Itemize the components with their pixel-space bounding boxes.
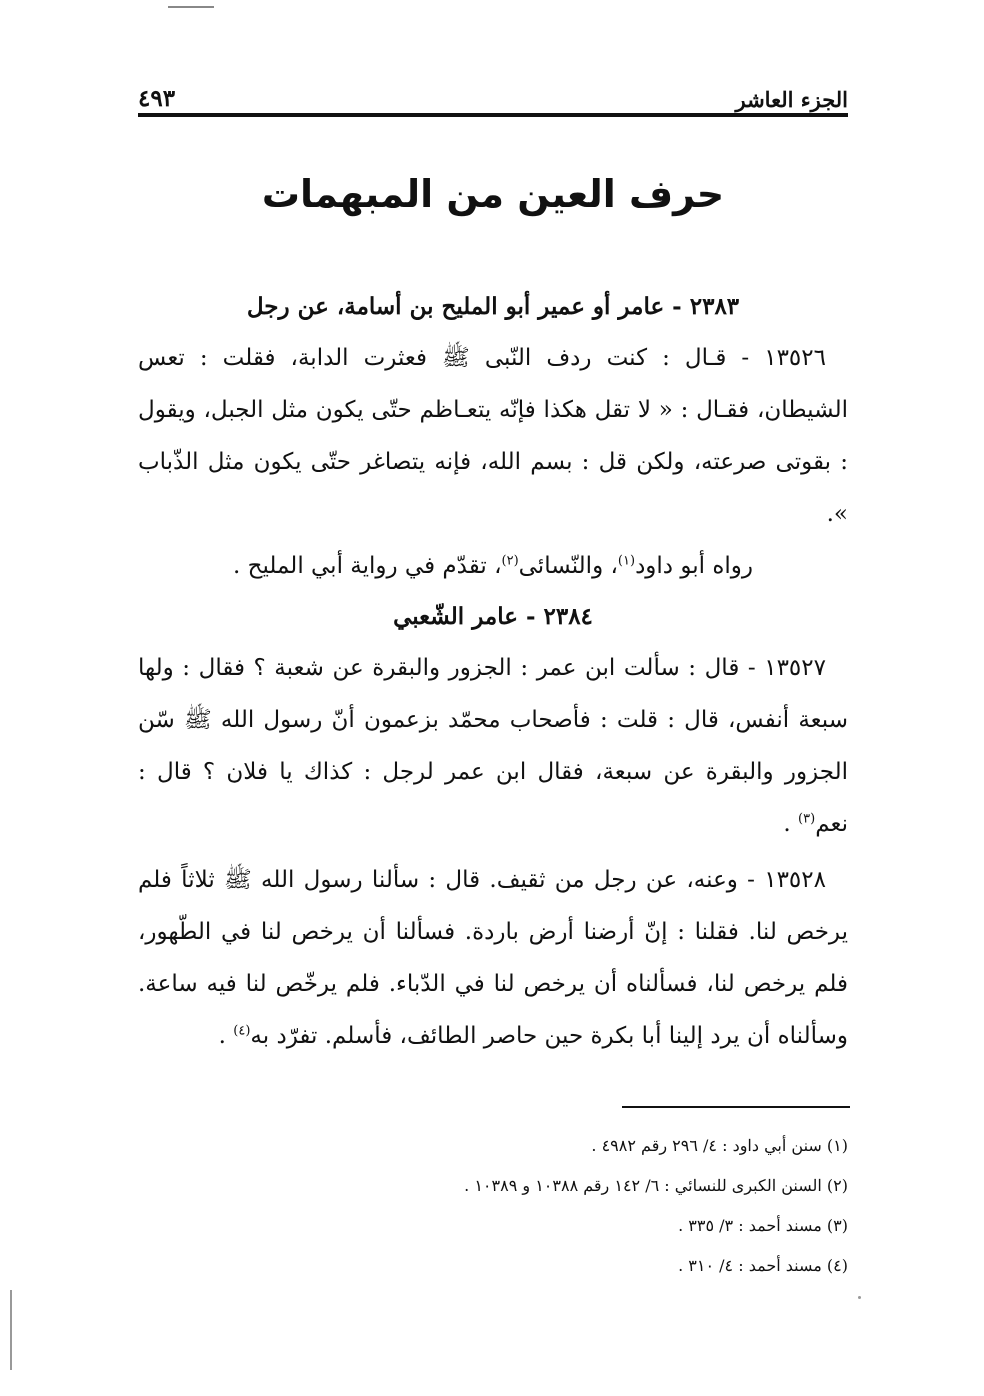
hadith-text: . (218, 1023, 226, 1049)
footnote: (٤) مسند أحمد : ٤/ ٣١٠ . (678, 1256, 848, 1275)
running-head: الجزء العاشر (735, 87, 848, 112)
footnote: (١) سنن أبي داود : ٤/ ٢٩٦ رقم ٤٩٨٢ . (591, 1136, 848, 1155)
chapter-title: حرف العين من المبهمات (261, 172, 725, 216)
page-header (138, 60, 848, 112)
hadith-paragraph (138, 332, 848, 540)
hadith-text: ١٣٥٢٦ - قـال : كنت ردف النّبى ﷺ فعثرت الدابة، فقلت : تعس الشيطان، فقـال : « لا تقل هكذا فإنّه يتعـاظم حتّى يكون مثل الجبل، ويقول : بقوتى صرعته، ولكن قل : بسم الله، فإنه يتصاغر حتّى يكون مثل الذّباب ». (138, 345, 848, 527)
source-note-text: رواه أبو داود (635, 553, 753, 579)
source-note-text: ، تقدّم في رواية أبي المليح . (232, 553, 502, 579)
footnote-ref[interactable]: (٢) (501, 553, 519, 569)
footnote-ref[interactable]: (١) (617, 553, 636, 569)
footnote: (٣) مسند أحمد : ٣/ ٣٣٥ . (678, 1216, 848, 1235)
hadith-text: . (783, 811, 791, 837)
hadith-paragraph (138, 854, 848, 1062)
entry-heading: ٢٣٨٤ - عامر الشّعبي (393, 603, 593, 630)
page-number: ٤٩٣ (138, 85, 176, 112)
page-body (138, 282, 848, 1062)
header-rule (138, 113, 848, 117)
scan-artifact (858, 1296, 861, 1299)
footnote-separator (622, 1106, 850, 1108)
footnote: (٢) السنن الكبرى للنسائي : ٦/ ١٤٢ رقم ١٠٣٨٨ و ١٠٣٨٩ . (464, 1176, 848, 1195)
scan-artifact (10, 1290, 12, 1370)
footnotes (300, 1126, 848, 1286)
entry-heading: ٢٣٨٣ - عامر أو عمير أبو المليح بن أسامة، عن رجل (246, 293, 740, 320)
hadith-text: ١٣٥٢٧ - قال : سألت ابن عمر : الجزور والبقرة عن شعبة ؟ فقال : ولها سبعة أنفس، قال : قلت : فأصحاب محمّد بزعمون أنّ رسول الله ﷺ سّن الجزور والبقرة عن سبعة، فقال ابن عمر لرجل : كذاك يا فلان ؟ قال : نعم (138, 655, 848, 837)
footnote-ref[interactable]: (٣) (798, 811, 816, 827)
source-note (138, 540, 848, 592)
source-note-text: ، والنّسائى (518, 553, 618, 579)
hadith-text: ١٣٥٢٨ - وعنه، عن رجل من ثقيف. قال : سألنا رسول الله ﷺ ثلاثاً فلم يرخص لنا. فقلنا : إنّ أرضنا أرض باردة. فسألنا أن يرخص لنا في الطّهور، فلم يرخص لنا، فسألناه أن يرخص لنا في الدّباء. فلم يرخّص لنا فيه ساعة. وسألناه أن يرد إلينا أبا بكرة حين حاصر الطائف، فأسلم. تفرّد به (138, 867, 848, 1049)
scan-artifact (168, 6, 214, 8)
hadith-paragraph (138, 642, 848, 850)
footnote-ref[interactable]: (٤) (233, 1023, 251, 1039)
